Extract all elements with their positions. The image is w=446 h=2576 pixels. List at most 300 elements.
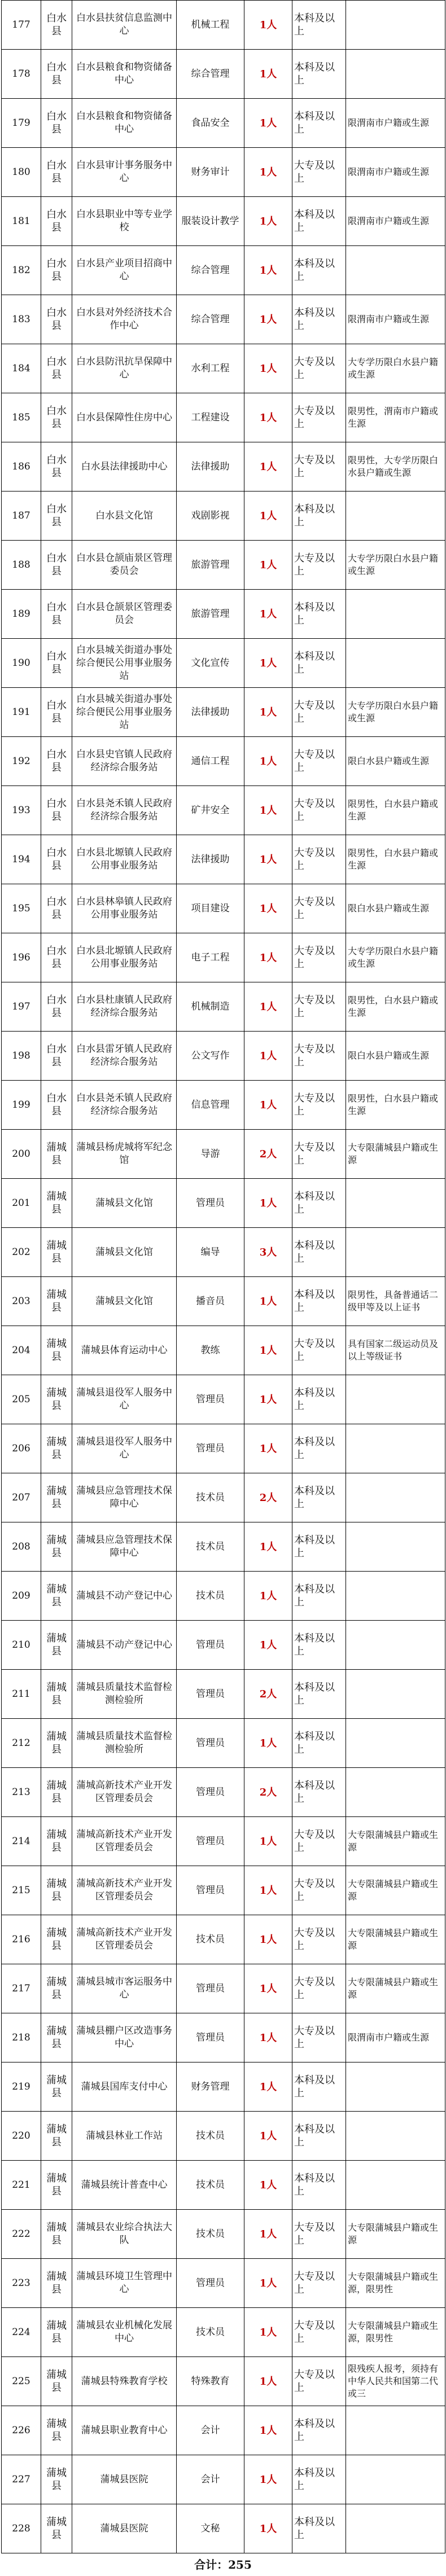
recruitment-table [1,0,445,2553]
post-name-cell: 管理员 [177,1866,244,1915]
hire-count-cell: 1人 [244,1081,292,1130]
hire-count-cell: 1人 [244,541,292,590]
row-number: 217 [2,1964,41,2013]
post-name-cell: 项目建设 [177,884,244,933]
post-name-cell: 工程建设 [177,393,244,442]
row-number: 222 [2,2210,41,2259]
county-cell: 蒲城县 [41,1964,72,2013]
county-cell: 蒲城县 [41,1277,72,1326]
county-cell: 白水县 [41,442,72,491]
requirement-note-cell [346,1768,445,1817]
post-name-cell: 技术员 [177,1915,244,1964]
requirement-note-cell: 大专限蒲城县户籍或生源 [346,1964,445,2013]
unit-name-cell: 蒲城县统计普查中心 [72,2161,177,2210]
row-number: 196 [2,933,41,982]
row-number: 189 [2,590,41,639]
requirement-note-cell: 限渭南市户籍或生源 [346,295,445,344]
county-cell: 白水县 [41,590,72,639]
row-number: 187 [2,491,41,541]
post-name-cell: 会计 [177,2455,244,2504]
education-cell: 大专及以上 [292,344,346,393]
requirement-note-cell: 大专学历限白水县户籍或生源 [346,541,445,590]
post-name-cell: 管理员 [177,1621,244,1670]
education-cell: 本科及以上 [292,2161,346,2210]
post-name-cell: 导游 [177,1130,244,1179]
unit-name-cell: 白水县粮食和物资储备中心 [72,50,177,99]
table-row [2,197,445,246]
education-cell: 大专及以上 [292,442,346,491]
post-name-cell: 机械工程 [177,1,244,50]
unit-name-cell: 蒲城高新技术产业开发区管理委员会 [72,1866,177,1915]
row-number: 216 [2,1915,41,1964]
row-number: 194 [2,835,41,884]
table-row [2,2259,445,2308]
row-number: 228 [2,2504,41,2553]
table-row [2,1375,445,1424]
hire-count-cell: 1人 [244,2406,292,2455]
table-row [2,1768,445,1817]
unit-name-cell: 蒲城县质量技术监督检测检验所 [72,1719,177,1768]
county-cell: 蒲城县 [41,1572,72,1621]
education-cell: 本科及以上 [292,1572,346,1621]
requirement-note-cell [346,1670,445,1719]
post-name-cell: 食品安全 [177,99,244,148]
table-row [2,1130,445,1179]
education-cell: 大专及以上 [292,1081,346,1130]
county-cell: 蒲城县 [41,1817,72,1866]
post-name-cell: 管理员 [177,1424,244,1473]
row-number: 193 [2,786,41,835]
education-cell: 大专及以上 [292,1866,346,1915]
table-row [2,1081,445,1130]
education-cell: 本科及以上 [292,1473,346,1522]
hire-count-cell: 1人 [244,1817,292,1866]
county-cell: 蒲城县 [41,1719,72,1768]
unit-name-cell: 白水县产业项目招商中心 [72,246,177,295]
requirement-note-cell: 大专限蒲城县户籍或生源 [346,1915,445,1964]
post-name-cell: 技术员 [177,2308,244,2357]
county-cell: 蒲城县 [41,1621,72,1670]
hire-count-cell: 1人 [244,295,292,344]
unit-name-cell: 白水县对外经济技术合作中心 [72,295,177,344]
row-number: 209 [2,1572,41,1621]
education-cell: 大专及以上 [292,2259,346,2308]
table-body [2,1,445,2553]
county-cell: 白水县 [41,344,72,393]
education-cell: 大专及以上 [292,2210,346,2259]
total-label: 合计：255 [194,2558,252,2571]
unit-name-cell: 蒲城县特殊教育学校 [72,2357,177,2406]
county-cell: 蒲城县 [41,2504,72,2553]
unit-name-cell: 白水县审计事务服务中心 [72,148,177,197]
education-cell: 大专及以上 [292,933,346,982]
post-name-cell: 财务管理 [177,2062,244,2112]
table-row [2,835,445,884]
education-cell: 大专及以上 [292,148,346,197]
unit-name-cell: 蒲城县农业综合执法大队 [72,2210,177,2259]
education-cell: 大专及以上 [292,1326,346,1375]
hire-count-cell: 1人 [244,2062,292,2112]
unit-name-cell: 蒲城县质量技术监督检测检验所 [72,1670,177,1719]
table-row [2,933,445,982]
requirement-note-cell: 限残疾人报考，须持有中华人民共和国第二代或三 [346,2357,445,2406]
post-name-cell: 管理员 [177,1375,244,1424]
row-number: 184 [2,344,41,393]
requirement-note-cell: 限渭南市户籍或生源 [346,99,445,148]
post-name-cell: 管理员 [177,2259,244,2308]
post-name-cell: 管理员 [177,1670,244,1719]
county-cell: 白水县 [41,688,72,737]
requirement-note-cell: 限男性，白水县户籍或生源 [346,1081,445,1130]
education-cell: 本科及以上 [292,1621,346,1670]
unit-name-cell: 蒲城县文化馆 [72,1228,177,1277]
row-number: 192 [2,737,41,786]
requirement-note-cell [346,1572,445,1621]
post-name-cell: 文化宣传 [177,639,244,688]
table-row [2,99,445,148]
row-number: 203 [2,1277,41,1326]
requirement-note-cell: 大专限蒲城县户籍或生源，限男性 [346,2308,445,2357]
unit-name-cell: 蒲城县棚户区改造事务中心 [72,2013,177,2062]
row-number: 199 [2,1081,41,1130]
table-row [2,1277,445,1326]
row-number: 180 [2,148,41,197]
county-cell: 白水县 [41,639,72,688]
table-row [2,884,445,933]
county-cell: 白水县 [41,295,72,344]
education-cell: 本科及以上 [292,295,346,344]
hire-count-cell: 1人 [244,1964,292,2013]
requirement-note-cell [346,1522,445,1572]
hire-count-cell: 1人 [244,884,292,933]
education-cell: 大专及以上 [292,884,346,933]
hire-count-cell: 1人 [244,2112,292,2161]
county-cell: 白水县 [41,541,72,590]
education-cell: 本科及以上 [292,1522,346,1572]
requirement-note-cell [346,1375,445,1424]
post-name-cell: 技术员 [177,1572,244,1621]
row-number: 220 [2,2112,41,2161]
county-cell: 蒲城县 [41,2013,72,2062]
requirement-note-cell [346,2062,445,2112]
requirement-note-cell: 限男性，大专学历限白水县户籍或生源 [346,442,445,491]
county-cell: 白水县 [41,982,72,1032]
unit-name-cell: 白水县尧禾镇人民政府经济综合服务站 [72,786,177,835]
requirement-note-cell: 限男性，具备普通话二级甲等及以上证书 [346,1277,445,1326]
table-row [2,541,445,590]
table-row [2,344,445,393]
hire-count-cell: 1人 [244,2013,292,2062]
county-cell: 蒲城县 [41,2308,72,2357]
row-number: 190 [2,639,41,688]
unit-name-cell: 蒲城县应急管理技术保障中心 [72,1473,177,1522]
education-cell: 本科及以上 [292,1670,346,1719]
county-cell: 白水县 [41,393,72,442]
hire-count-cell: 1人 [244,50,292,99]
unit-name-cell: 蒲城县医院 [72,2504,177,2553]
county-cell: 蒲城县 [41,2357,72,2406]
education-cell: 大专及以上 [292,1130,346,1179]
requirement-note-cell: 大专学历限白水县户籍或生源 [346,933,445,982]
row-number: 212 [2,1719,41,1768]
post-name-cell: 播音员 [177,1277,244,1326]
unit-name-cell: 蒲城县城市客运服务中心 [72,1964,177,2013]
unit-name-cell: 白水县雷牙镇人民政府经济综合服务站 [72,1032,177,1081]
hire-count-cell: 1人 [244,393,292,442]
unit-name-cell: 白水县仓颉景区管理委员会 [72,590,177,639]
table-row [2,2112,445,2161]
row-number: 178 [2,50,41,99]
requirement-note-cell [346,491,445,541]
post-name-cell: 特殊教育 [177,2357,244,2406]
table-row [2,295,445,344]
table-row [2,1228,445,1277]
post-name-cell: 旅游管理 [177,541,244,590]
education-cell: 本科及以上 [292,2112,346,2161]
hire-count-cell: 1人 [244,2504,292,2553]
post-name-cell: 技术员 [177,2112,244,2161]
row-number: 227 [2,2455,41,2504]
row-number: 215 [2,1866,41,1915]
requirement-note-cell [346,2161,445,2210]
table-row [2,393,445,442]
hire-count-cell: 2人 [244,1670,292,1719]
education-cell: 本科及以上 [292,491,346,541]
requirement-note-cell [346,2455,445,2504]
unit-name-cell: 蒲城县退役军人服务中心 [72,1375,177,1424]
hire-count-cell: 1人 [244,1866,292,1915]
row-number: 181 [2,197,41,246]
post-name-cell: 法律援助 [177,835,244,884]
unit-name-cell: 白水县城关街道办事处综合便民公用事业服务站 [72,688,177,737]
unit-name-cell: 蒲城县体育运动中心 [72,1326,177,1375]
education-cell: 本科及以上 [292,1768,346,1817]
education-cell: 本科及以上 [292,99,346,148]
hire-count-cell: 1人 [244,491,292,541]
unit-name-cell: 蒲城县国库支付中心 [72,2062,177,2112]
hire-count-cell: 1人 [244,1522,292,1572]
hire-count-cell: 1人 [244,2357,292,2406]
hire-count-cell: 1人 [244,1032,292,1081]
requirement-note-cell: 限渭南市户籍或生源 [346,148,445,197]
education-cell: 本科及以上 [292,1179,346,1228]
hire-count-cell: 1人 [244,148,292,197]
table-row [2,1964,445,2013]
education-cell: 大专及以上 [292,1915,346,1964]
education-cell: 本科及以上 [292,2504,346,2553]
post-name-cell: 管理员 [177,1719,244,1768]
unit-name-cell: 白水县城关街道办事处综合便民公用事业服务站 [72,639,177,688]
hire-count-cell: 2人 [244,1473,292,1522]
table-row [2,1326,445,1375]
county-cell: 白水县 [41,246,72,295]
education-cell: 本科及以上 [292,1375,346,1424]
post-name-cell: 公文写作 [177,1032,244,1081]
post-name-cell: 财务审计 [177,148,244,197]
county-cell: 白水县 [41,197,72,246]
row-number: 197 [2,982,41,1032]
unit-name-cell: 蒲城县退役军人服务中心 [72,1424,177,1473]
education-cell: 大专及以上 [292,2013,346,2062]
hire-count-cell: 1人 [244,246,292,295]
county-cell: 白水县 [41,1,72,50]
county-cell: 白水县 [41,148,72,197]
unit-name-cell: 蒲城县不动产登记中心 [72,1621,177,1670]
requirement-note-cell: 限男性，白水县户籍或生源 [346,835,445,884]
education-cell: 本科及以上 [292,2455,346,2504]
county-cell: 蒲城县 [41,1228,72,1277]
table-row [2,1719,445,1768]
row-number: 211 [2,1670,41,1719]
county-cell: 蒲城县 [41,1522,72,1572]
table-row [2,1032,445,1081]
county-cell: 白水县 [41,1032,72,1081]
hire-count-cell: 1人 [244,933,292,982]
post-name-cell: 戏剧影视 [177,491,244,541]
row-number: 207 [2,1473,41,1522]
hire-count-cell: 1人 [244,786,292,835]
table-row [2,2406,445,2455]
county-cell: 白水县 [41,99,72,148]
unit-name-cell: 白水县保障性住房中心 [72,393,177,442]
county-cell: 蒲城县 [41,1130,72,1179]
table-row [2,1866,445,1915]
row-number: 185 [2,393,41,442]
education-cell: 本科及以上 [292,639,346,688]
unit-name-cell: 蒲城县文化馆 [72,1277,177,1326]
post-name-cell: 管理员 [177,1817,244,1866]
hire-count-cell: 2人 [244,1768,292,1817]
table-row [2,2161,445,2210]
hire-count-cell: 1人 [244,344,292,393]
table-row [2,491,445,541]
row-number: 224 [2,2308,41,2357]
unit-name-cell: 蒲城县杨虎城将军纪念馆 [72,1130,177,1179]
row-number: 206 [2,1424,41,1473]
row-number: 202 [2,1228,41,1277]
table-row [2,737,445,786]
post-name-cell: 法律援助 [177,688,244,737]
table-row [2,50,445,99]
post-name-cell: 技术员 [177,1473,244,1522]
unit-name-cell: 蒲城县农业机械化发展中心 [72,2308,177,2357]
unit-name-cell: 蒲城高新技术产业开发区管理委员会 [72,1915,177,1964]
post-name-cell: 会计 [177,2406,244,2455]
unit-name-cell: 白水县粮食和物资储备中心 [72,99,177,148]
county-cell: 蒲城县 [41,1179,72,1228]
table-row [2,1179,445,1228]
unit-name-cell: 白水县职业中等专业学校 [72,197,177,246]
county-cell: 蒲城县 [41,1473,72,1522]
row-number: 198 [2,1032,41,1081]
education-cell: 本科及以上 [292,2406,346,2455]
post-name-cell: 法律援助 [177,442,244,491]
requirement-note-cell [346,1621,445,1670]
post-name-cell: 矿井安全 [177,786,244,835]
post-name-cell: 综合管理 [177,295,244,344]
hire-count-cell: 1人 [244,639,292,688]
table-row [2,2308,445,2357]
table-row [2,442,445,491]
education-cell: 大专及以上 [292,835,346,884]
hire-count-cell: 1人 [244,1277,292,1326]
post-name-cell: 综合管理 [177,50,244,99]
row-number: 191 [2,688,41,737]
unit-name-cell: 蒲城高新技术产业开发区管理委员会 [72,1817,177,1866]
hire-count-cell: 1人 [244,1572,292,1621]
unit-name-cell: 蒲城县环境卫生管理中心 [72,2259,177,2308]
table-row [2,1522,445,1572]
requirement-note-cell [346,1179,445,1228]
post-name-cell: 管理员 [177,1179,244,1228]
requirement-note-cell [346,1,445,50]
table-row [2,639,445,688]
requirement-note-cell [346,1473,445,1522]
unit-name-cell: 白水县史官镇人民政府经济综合服务站 [72,737,177,786]
post-name-cell: 管理员 [177,2013,244,2062]
hire-count-cell: 1人 [244,1424,292,1473]
county-cell: 白水县 [41,933,72,982]
row-number: 205 [2,1375,41,1424]
hire-count-cell: 1人 [244,688,292,737]
post-name-cell: 通信工程 [177,737,244,786]
requirement-note-cell: 大专限蒲城县户籍或生源 [346,1817,445,1866]
unit-name-cell: 白水县杜康镇人民政府经济综合服务站 [72,982,177,1032]
table-row [2,2013,445,2062]
post-name-cell: 电子工程 [177,933,244,982]
requirement-note-cell: 限男性，白水县户籍或生源 [346,786,445,835]
requirement-note-cell: 限白水县户籍或生源 [346,1032,445,1081]
table-row [2,688,445,737]
requirement-note-cell [346,2112,445,2161]
row-number: 204 [2,1326,41,1375]
post-name-cell: 技术员 [177,1522,244,1572]
requirement-note-cell [346,1719,445,1768]
county-cell: 白水县 [41,835,72,884]
table-row [2,1915,445,1964]
county-cell: 蒲城县 [41,1670,72,1719]
hire-count-cell: 1人 [244,1179,292,1228]
post-name-cell: 管理员 [177,1768,244,1817]
hire-count-cell: 1人 [244,1375,292,1424]
county-cell: 蒲城县 [41,1326,72,1375]
row-number: 195 [2,884,41,933]
table-row [2,148,445,197]
unit-name-cell: 蒲城县医院 [72,2455,177,2504]
table-row [2,246,445,295]
unit-name-cell: 白水县文化馆 [72,491,177,541]
county-cell: 蒲城县 [41,2406,72,2455]
post-name-cell: 编导 [177,1228,244,1277]
requirement-note-cell: 大专学历限白水县户籍或生源 [346,688,445,737]
education-cell: 大专及以上 [292,2357,346,2406]
hire-count-cell: 1人 [244,2161,292,2210]
education-cell: 大专及以上 [292,393,346,442]
post-name-cell: 技术员 [177,2210,244,2259]
county-cell: 蒲城县 [41,1424,72,1473]
post-name-cell: 信息管理 [177,1081,244,1130]
row-number: 179 [2,99,41,148]
requirement-note-cell [346,1228,445,1277]
education-cell: 大专及以上 [292,1032,346,1081]
county-cell: 蒲城县 [41,2062,72,2112]
hire-count-cell: 1人 [244,835,292,884]
hire-count-cell: 1人 [244,99,292,148]
post-name-cell: 教练 [177,1326,244,1375]
hire-count-cell: 1人 [244,1719,292,1768]
hire-count-cell: 1人 [244,2210,292,2259]
table-row [2,1670,445,1719]
